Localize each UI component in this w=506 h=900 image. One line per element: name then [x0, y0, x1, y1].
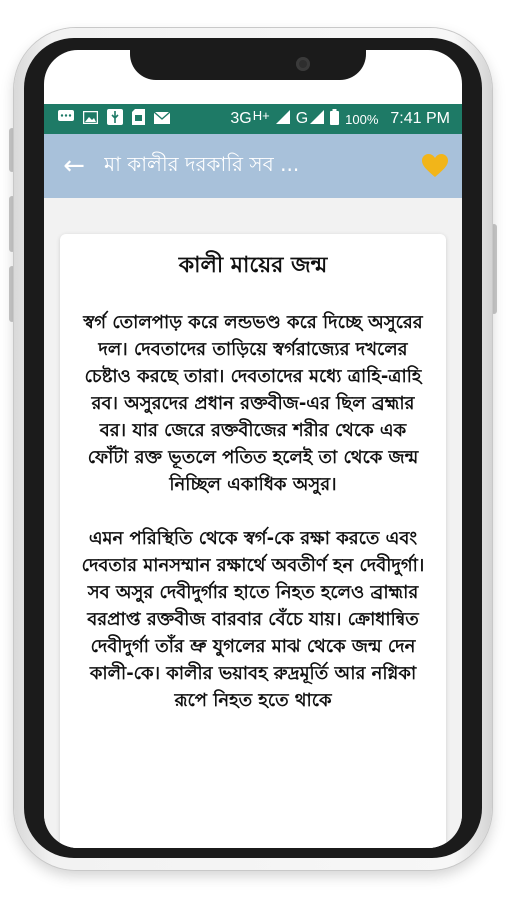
- usb-icon: [107, 109, 123, 129]
- network-type-hplus: H+: [252, 107, 270, 123]
- heart-icon: [422, 154, 448, 178]
- arrow-left-icon: ←: [63, 151, 85, 181]
- status-bar: [44, 104, 462, 134]
- phone-screen: [44, 50, 462, 848]
- article-paragraph: এমন পরিস্থিতি থেকে স্বর্গ-কে রক্ষা করতে এবং দেবতার মানসম্মান রক্ষার্থে অবতীর্ণ হন দেবীদুর্গা। সব অসুর দেবীদুর্গার হাতে নিহত হলেও ব্রাহ্মার বরপ্রাপ্ত রক্তবীজ বারবার বেঁচে যায়। ক্রোধান্বিত দেবীদুর্গা তাঁর ভ্রু যুগলের মাঝ থেকে জন্ম দেন কালী-কে। কালীর ভয়াবহ রুদ্রমূর্তি আর নগ্নিকা রূপে নিহত হতে থাকে: [81, 528, 425, 711]
- article-body: [78, 309, 428, 714]
- signal-icon: [310, 110, 324, 128]
- article-title: কালী মায়ের জন্ম: [178, 253, 328, 278]
- app-bar: [44, 134, 462, 198]
- camera-icon: [296, 57, 310, 71]
- image-icon: [83, 110, 98, 128]
- clock: 7:41 PM: [390, 110, 450, 127]
- page-title: মা কালীর দরকারি সব ...: [104, 151, 300, 176]
- sim-card-icon: [132, 109, 145, 129]
- favorite-button[interactable]: [408, 134, 462, 198]
- back-button[interactable]: [44, 134, 104, 198]
- article-card: [60, 234, 446, 848]
- content-area: [44, 198, 462, 848]
- chat-icon: [58, 110, 74, 128]
- mail-icon: [154, 110, 170, 128]
- phone-notch: [130, 48, 366, 80]
- signal-icon: [276, 110, 290, 128]
- article-paragraph: স্বর্গ তোলপাড় করে লন্ডভণ্ড করে দিচ্ছে অসুরের দল। দেবতাদের তাড়িয়ে স্বর্গরাজ্যের দখলের চেষ্টাও করছে তারা। দেবতাদের মধ্যে ত্রাহি-ত্রাহি রব। অসুরদের প্রধান রক্তবীজ-এর ছিল ব্রহ্মার বর। যার জেরে রক্তবীজের শরীর থেকে এক ফোঁটা রক্ত ভূতলে পতিত হলেই তা থেকে জন্ম নিচ্ছিল একাধিক অসুর।: [83, 312, 423, 495]
- battery-icon: [330, 109, 339, 129]
- network-type-g: G: [295, 110, 309, 127]
- network-type-3g: 3G: [230, 110, 252, 127]
- battery-percent: 100%: [345, 111, 379, 127]
